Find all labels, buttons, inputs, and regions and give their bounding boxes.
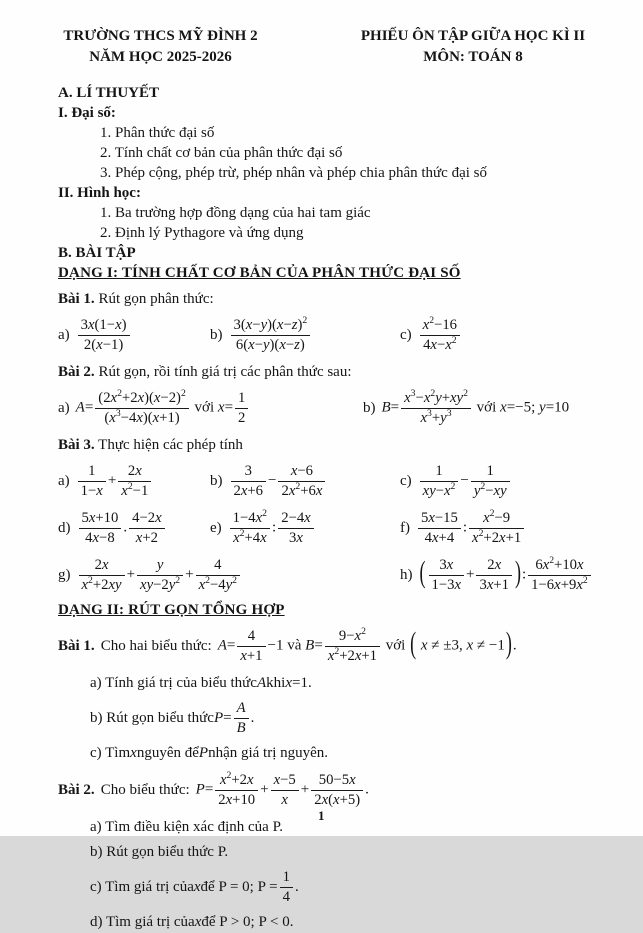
exercise-part	[58, 390, 363, 426]
math-formula: $\frac{3(x-y)(x-z)^2}{6(x-y)(x-z)}$	[229, 317, 313, 353]
bai-text: Rút gọn, rồi tính giá trị các phân thức sau:	[98, 364, 352, 380]
subject-line: MÔN: TOÁN 8	[423, 49, 523, 65]
dang1-bai2-row	[58, 386, 598, 430]
bai-text: Cho hai biểu thức:	[100, 637, 212, 654]
math-formula: $\frac{x^2-16}{4x-x^2}$	[418, 317, 462, 353]
part-label: g)	[58, 566, 71, 583]
dang2-bai1-head	[58, 623, 598, 669]
bai-label: Bài 1.	[58, 291, 95, 307]
bai-label: Bài 3.	[58, 437, 95, 453]
part-label: h)	[400, 566, 413, 583]
exercise-part	[400, 557, 598, 593]
exercise-part	[58, 317, 210, 353]
exercises-heading: B. BÀI TẬP	[58, 245, 136, 261]
bai-text: Rút gọn phân thức:	[98, 291, 214, 307]
dang2-title: DẠNG II: RÚT GỌN TỔNG HỢP	[58, 602, 285, 618]
dang1-bai3-row1	[58, 459, 598, 503]
math-formula: $\frac{1}{xy-x^2}$ − $\frac{1}{y^2-xy}$	[418, 463, 512, 499]
dang2-bai2-head	[58, 767, 598, 813]
part-label: e)	[210, 519, 222, 536]
dang2-bai2-subitems	[58, 816, 598, 933]
sub-item: b) Rút gọn biểu thức P.	[90, 843, 229, 860]
part-label: b)	[363, 399, 376, 416]
sub-item: d) Tìm giá trị của x để P > 0; P < 0.	[90, 913, 294, 930]
header-left	[58, 26, 263, 68]
exercise-part	[400, 510, 598, 546]
exercise-part	[210, 463, 400, 499]
sub-item: a) Tìm điều kiện xác định của P.	[90, 818, 284, 835]
school-name: TRƯỜNG THCS MỸ ĐÌNH 2	[63, 28, 258, 44]
algebra-item: 1. Phân thức đại số	[100, 125, 215, 141]
exercise-part	[58, 463, 210, 499]
exercise-part	[363, 390, 598, 426]
theory-heading: A. LÍ THUYẾT	[58, 85, 160, 101]
exercise-part	[58, 510, 210, 546]
part-label: a)	[58, 472, 70, 489]
math-formula: $\frac{5x+10}{4x-8}$ . $\frac{4-2x}{x+2}$	[77, 510, 167, 546]
exercise-section	[58, 243, 598, 933]
dang1-bai1-row	[58, 313, 598, 357]
math-formula: A= $\frac{4}{x+1}$ −1 và B= $\frac{9-x^2}{x^2+2x+1}$ với ( x ≠ ±3, x ≠ −1).	[217, 626, 517, 664]
dang1-bai3-row3	[58, 553, 598, 597]
dang1-bai3-row2	[58, 506, 598, 550]
math-formula: $\frac{3x(1-x)}{2(x-1)}$	[76, 317, 132, 353]
part-label: c)	[400, 326, 412, 343]
dang1-bai3-head	[58, 435, 598, 456]
bai-label: Bài 2.	[58, 781, 95, 798]
math-formula: $\frac{3}{2x+6}$ − $\frac{x-6}{2x^2+6x}$	[229, 463, 328, 499]
bai-text: Cho biểu thức:	[100, 781, 190, 798]
theory-section	[58, 83, 598, 243]
dang2-bai1-subitems	[58, 672, 598, 764]
school-year: NĂM HỌC 2025-2026	[89, 49, 232, 65]
math-formula: ( $\frac{3x}{1-3x}$ + $\frac{2x}{3x+1}$ ): $\frac{6x^2+10x}{1-6x+9x^2}$	[419, 557, 593, 593]
math-formula: A= $\frac{(2x^2+2x)(x-2)^2}{(x^3-4x)(x+1)}$ với x= $\frac{1}{2}$	[76, 390, 251, 426]
dang1-title: DẠNG I: TÍNH CHẤT CƠ BẢN CỦA PHÂN THỨC ĐẠI SỐ	[58, 265, 461, 281]
part-label: f)	[400, 519, 410, 536]
exercise-part	[210, 317, 400, 353]
bai-text: Thực hiện các phép tính	[98, 437, 243, 453]
algebra-item: 3. Phép cộng, phép trừ, phép nhân và phép chia phân thức đại số	[100, 165, 487, 181]
math-formula: $\frac{2x}{x^2+2xy}$ + $\frac{y}{xy-2y^2}$ + $\frac{4}{x^2-4y^2}$	[77, 557, 242, 593]
part-label: d)	[58, 519, 71, 536]
exercise-part	[210, 510, 400, 546]
math-formula: $\frac{1}{1-x}$ + $\frac{2x}{x^2-1}$	[76, 463, 154, 499]
geometry-item: 2. Định lý Pythagore và ứng dụng	[100, 225, 304, 241]
math-formula: $\frac{1-4x^2}{x^2+4x}$ : $\frac{2-4x}{3x}$	[228, 510, 316, 546]
math-formula: $\frac{5x-15}{4x+4}$ : $\frac{x^2-9}{x^2+2x+1}$	[416, 510, 526, 546]
exercise-part	[58, 557, 400, 593]
geometry-item: 1. Ba trường hợp đồng dạng của hai tam giác	[100, 205, 371, 221]
geometry-heading: II. Hình học:	[58, 185, 141, 201]
part-label: c)	[400, 472, 412, 489]
math-formula: B= $\frac{x^3-x^2y+xy^2}{x^3+y^3}$ với x=−5; y=10	[381, 388, 570, 426]
exercise-part	[400, 317, 598, 353]
sub-item: c) Tìm x nguyên để P nhận giá trị nguyên.	[90, 744, 329, 761]
document-header	[58, 26, 598, 68]
page-number: 1	[318, 808, 325, 823]
algebra-heading: I. Đại số:	[58, 105, 116, 121]
part-label: b)	[210, 472, 223, 489]
sub-item: c) Tìm giá trị của x để P = 0; P = $\frac{1}{4}$ .	[90, 869, 299, 905]
math-formula: P= $\frac{x^2+2x}{2x+10}$ + $\frac{x-5}{x}$ + $\frac{50-5x}{2x(x+5)}$ .	[195, 770, 369, 808]
document-title: PHIẾU ÔN TẬP GIỮA HỌC KÌ II	[360, 28, 586, 44]
dang1-bai2-head	[58, 362, 598, 383]
part-label: a)	[58, 399, 70, 416]
exercise-part	[400, 463, 598, 499]
sub-item: b) Rút gọn biểu thức P = $\frac{A}{B}$ .	[90, 700, 255, 736]
dang1-bai1-head	[58, 289, 598, 310]
part-label: a)	[58, 326, 70, 343]
bai-label: Bài 1.	[58, 637, 95, 654]
algebra-item: 2. Tính chất cơ bản của phân thức đại số	[100, 145, 343, 161]
part-label: b)	[210, 326, 223, 343]
bai-label: Bài 2.	[58, 364, 95, 380]
header-right	[348, 26, 598, 68]
sub-item: a) Tính giá trị của biểu thức A khi x =1.	[90, 674, 312, 691]
